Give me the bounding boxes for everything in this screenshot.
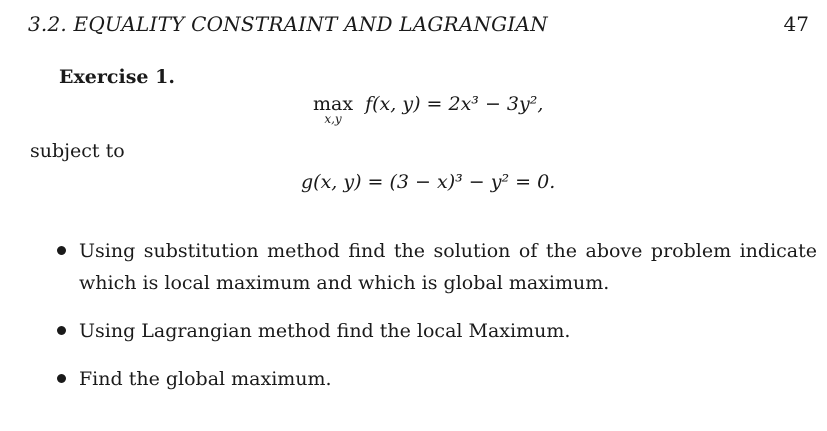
task-text: Find the global maximum. — [79, 368, 332, 390]
exercise-heading: Exercise 1. — [59, 66, 175, 88]
task-text: Using substitution method find the solution of the above problem indicate which is local maximum and which is global maximum. — [79, 240, 817, 294]
page-number: 47 — [783, 12, 809, 36]
bullet-icon — [57, 326, 66, 335]
task-item — [57, 315, 817, 347]
constraint-equation: g(x, y) = (3 − x)³ − y² = 0. — [301, 171, 556, 193]
max-operator-label: max — [313, 93, 354, 115]
bullet-icon — [57, 246, 66, 255]
running-header-title: 3.2. EQUALITY CONSTRAINT AND LAGRANGIAN — [28, 12, 548, 36]
task-text: Using Lagrangian method find the local Maximum. — [79, 320, 571, 342]
objective-equation — [313, 93, 544, 126]
max-operator-subscript: x,y — [324, 112, 342, 126]
task-item — [57, 363, 817, 395]
bullet-icon — [57, 374, 66, 383]
task-item — [57, 235, 817, 299]
max-operator — [313, 93, 354, 126]
subject-to-label: subject to — [30, 140, 125, 162]
task-list — [57, 235, 817, 395]
objective-expression: f(x, y) = 2x³ − 3y², — [365, 93, 544, 115]
